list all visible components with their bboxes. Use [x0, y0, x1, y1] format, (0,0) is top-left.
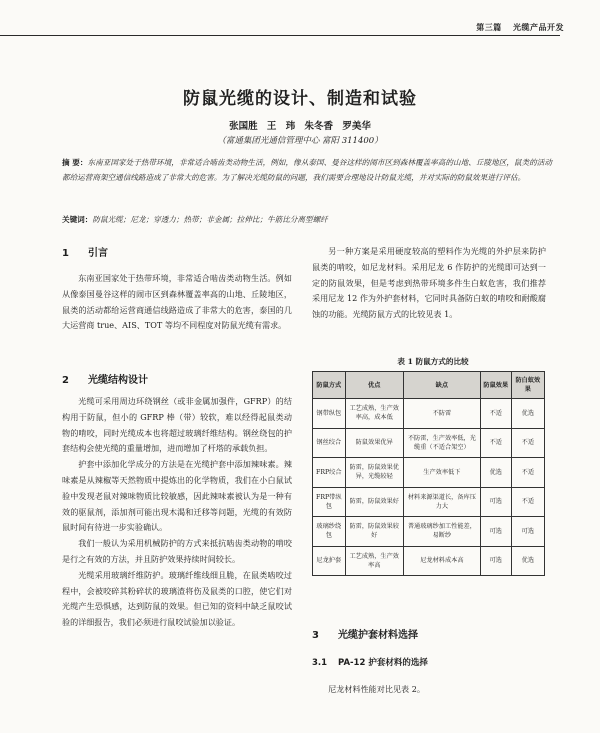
table-cell: 不适 — [511, 487, 544, 517]
table-row — [313, 399, 545, 429]
section-2-title: 光缆结构设计 — [88, 375, 148, 386]
header-rule — [0, 35, 560, 36]
paper-title: 防鼠光缆的设计、制造和试验 — [183, 89, 417, 109]
table-cell: 优选 — [511, 399, 544, 429]
section-1-number: 1 — [62, 248, 69, 259]
paragraph: 东南亚国家处于热带环境，非常适合啮齿类动物生活。例如从像泰国曼谷这样的闹市区到森林覆盖率高的山地、丘陵地区，鼠类的活动都给运营商通信线路造成了非常大的危害，泰国的几大运营商 true、AIS、TOT 等均不同程度对防鼠光缆有需求。 — [62, 273, 292, 331]
paper-affiliation: （富通集团光通信管理中心 富阳 311400） — [217, 136, 383, 146]
table-cell: 不适 — [511, 458, 544, 488]
table-row — [313, 487, 545, 517]
abstract — [62, 155, 552, 185]
table-cell: 可选 — [480, 546, 511, 576]
right-column-intro — [312, 244, 546, 323]
keywords-label: 关键词： — [62, 215, 93, 224]
table-cell: 工艺成熟，生产效率高，成本低 — [345, 399, 403, 429]
table-cell: 不适 — [480, 428, 511, 458]
subsection-3-1-heading — [312, 656, 428, 668]
abstract-label: 摘 要： — [62, 158, 88, 167]
paragraph: 另一种方案是采用硬度较高的塑料作为光缆的外护层来防护鼠类的啃咬，如尼龙材料。采用尼龙 6 作防护的光缆即可达到一定的防鼠效果，但是考虑到热带环境多件生白蚁危害，我们推荐采用尼龙 12 作为外护套材料，它同时具备防白蚁的啃咬和耐酸腐蚀的功能。光缆防鼠方式的比较见表 1。 — [312, 246, 546, 320]
section-1-heading — [62, 244, 108, 259]
paper-authors: 张国胜 王 玮 朱冬香 罗美华 — [229, 121, 371, 132]
subsection-3-1-body — [312, 682, 546, 698]
table-cell: 工艺成熟，生产效率高 — [345, 546, 403, 576]
table-row — [313, 428, 545, 458]
paragraph: 我们一般认为采用机械防护的方式来抵抗啮齿类动物的啃咬是行之有效的方法，并且防护效果持续时间较长。 — [62, 538, 292, 564]
running-header — [476, 22, 564, 33]
abstract-text: 东南亚国家处于热带环境，非常适合啮齿类动物生活，例如，像从泰国、曼谷这样的闹市区到森林覆盖率高的山地、丘陵地区，鼠类的活动都给运营商架空通信线路造成了非常大的危害。为了解决光缆防鼠的问题，我们需要合理地设计防鼠光缆，并对实际的防鼠效果进行评估。 — [62, 158, 552, 183]
section-2-heading — [62, 371, 148, 386]
table-cell: FRP绞合 — [313, 458, 346, 488]
keywords — [62, 214, 552, 225]
table-cell: 可选 — [480, 487, 511, 517]
table-header-cell: 优点 — [345, 372, 403, 399]
table-cell: 玻璃纱绕包 — [313, 517, 346, 547]
paragraph: 光缆可采用周边环绕钢丝（或非金属加强件，GFRP）的结构用于防鼠，但小的 GFRP 棒（带）较软，难以经得起鼠类动物的啃咬，同时光缆成本也将超过玻璃纤维结构。钢丝绕包的护套结构会使光缆的重量增加，进而增加了杆塔的承载负担。 — [62, 396, 292, 454]
table-cell: 不适 — [511, 428, 544, 458]
table-cell: 可选 — [480, 517, 511, 547]
table-row — [313, 517, 545, 547]
keywords-text: 防鼠光缆；尼龙；穿透力；热带；非金属；拉伸比；牛筋比分离型螺纤 — [92, 215, 328, 224]
table-cell: 可选 — [511, 517, 544, 547]
table-cell: 防雷，防鼠效果好 — [345, 487, 403, 517]
running-header-section: 第三篇 — [476, 23, 502, 32]
running-header-category: 光缆产品开发 — [513, 23, 564, 32]
table-cell: 尼龙护套 — [313, 546, 346, 576]
paragraph: 护套中添加化学成分的方法是在光缆护套中添加辣味素。辣味素是从辣椒等天然物质中提炼出的化学物质，我们在小白鼠试验中发现老鼠对辣味物质比较敏感，因此辣味素被认为是一种有效的驱鼠剂，添加剂可能出现木渴和迁移等问题，光缆的有效防鼠时间有待进一步实验确认。 — [62, 459, 292, 533]
section-3-title: 光缆护套材料选择 — [338, 630, 418, 641]
table-cell: 防鼠效果优异 — [345, 428, 403, 458]
paragraph: 光缆采用玻璃纤维防护。玻璃纤维线细且脆，在鼠类啮咬过程中，会被咬碎其粉碎状的玻璃渣将伤及鼠类的口腔，使它们对光缆产生恐惧感，达到防鼠的效果。但已知的资料中缺乏鼠咬试验的详细报告，我们必须进行鼠咬试验加以验证。 — [62, 569, 292, 628]
table-cell: 尼龙材料成本高 — [403, 546, 480, 576]
table-cell: 钢带纵包 — [313, 399, 346, 429]
subsection-3-1-title: PA-12 护套材料的选择 — [338, 658, 428, 668]
subsection-3-1-number: 3.1 — [312, 658, 328, 668]
table-row — [313, 458, 545, 488]
table-cell: FRP带纵包 — [313, 487, 346, 517]
table-cell: 防雷，防鼠效果较好 — [345, 517, 403, 547]
table-header-cell: 防鼠效果 — [480, 372, 511, 399]
section-3-heading — [312, 626, 418, 641]
section-1-title: 引言 — [88, 248, 108, 259]
table-header-cell: 防鼠方式 — [313, 372, 346, 399]
table-cell: 材料来源渠道长，备库压力大 — [403, 487, 480, 517]
section-1-body — [62, 271, 292, 334]
table-header-row — [313, 372, 545, 399]
table-row — [313, 546, 545, 576]
table-cell: 优选 — [511, 546, 544, 576]
table-header-cell: 防白蚁效果 — [511, 372, 544, 399]
section-3-number: 3 — [312, 630, 319, 641]
table-cell: 不防雷，生产效率低，光缆重（不适合架空） — [403, 428, 480, 458]
table-cell: 不适 — [480, 399, 511, 429]
paragraph: 尼龙材料性能对比见表 2。 — [328, 684, 425, 694]
table-header-cell: 缺点 — [403, 372, 480, 399]
section-2-body — [62, 394, 292, 631]
comparison-table — [312, 371, 545, 576]
table-cell: 优选 — [480, 458, 511, 488]
section-2-number: 2 — [62, 375, 69, 386]
table-cell: 防雷，防鼠效果优异，光缆较轻 — [345, 458, 403, 488]
table-cell: 生产效率低下 — [403, 458, 480, 488]
table-cell: 不防雷 — [403, 399, 480, 429]
table-caption: 表 1 防鼠方式的比较 — [397, 357, 469, 366]
table-cell: 普通玻璃纱加工性能差，易断纱 — [403, 517, 480, 547]
table-cell: 钢丝绞合 — [313, 428, 346, 458]
